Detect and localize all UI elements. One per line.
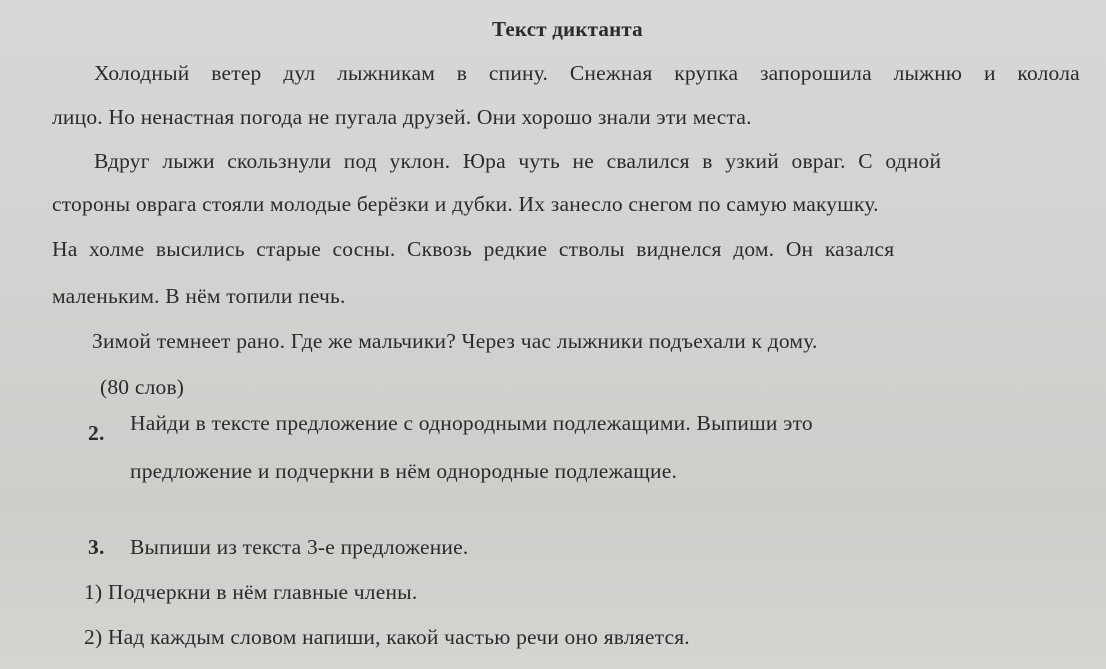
task-3-sub-2: 2) Над каждым словом напиши, какой частью речи оно является. [84,625,690,649]
dictation-line-2: лицо. Но ненастная погода не пугала друзей. Они хорошо знали эти места. [52,105,752,129]
task-3-number: 3. [88,535,105,559]
word-count: (80 слов) [100,375,185,399]
dictation-line-1: Холодный ветер дул лыжникам в спину. Снежная крупка запорошила лыжню и колола [94,61,1080,85]
task-2-number: 2. [88,421,105,445]
dictation-line-4: стороны оврага стояли молодые берёзки и дубки. Их занесло снегом по самую макушку. [52,192,879,216]
task-2-line-2: предложение и подчеркни в нём однородные подлежащие. [130,459,678,483]
dictation-title: Текст диктанта [492,17,643,41]
task-3-sub-1: 1) Подчеркни в нём главные члены. [84,580,418,604]
task-3-text: Выпиши из текста 3-е предложение. [130,535,469,559]
task-2-line-1: Найди в тексте предложение с однородными подлежащими. Выпиши это [130,411,813,435]
dictation-line-5: На холме высились старые сосны. Сквозь редкие стволы виднелся дом. Он казался [52,237,895,261]
dictation-line-7: Зимой темнеет рано. Где же мальчики? Через час лыжники подъехали к дому. [92,329,818,353]
dictation-line-3: Вдруг лыжи скользнули под уклон. Юра чуть не свалился в узкий овраг. С одной [94,149,942,173]
dictation-line-6: маленьким. В нём топили печь. [52,284,346,308]
